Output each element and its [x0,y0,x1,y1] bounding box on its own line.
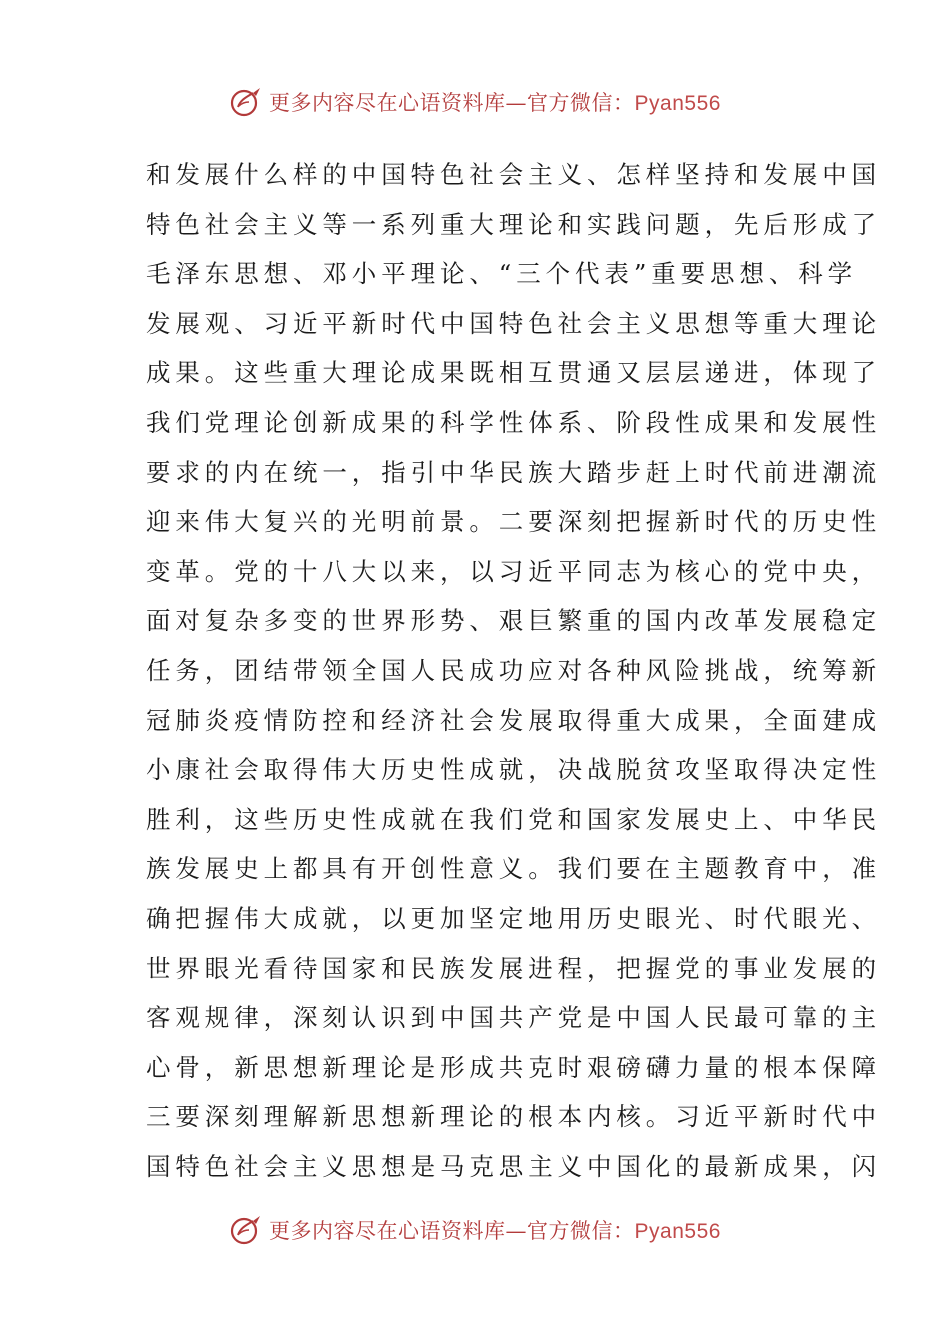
document-body [146,150,881,1191]
header-watermark-banner [0,82,950,122]
body-line: 特色社会主义等一系列重大理论和实践问题，先后形成了 [146,209,881,239]
body-line: 心骨，新思想新理论是形成共克时艰磅礴力量的根本保障 [146,1052,881,1082]
footer-watermark-banner [0,1210,950,1250]
body-line: 冠肺炎疫情防控和经济社会发展取得重大成果，全面建成 [146,705,881,735]
body-line: 面对复杂多变的世界形势、艰巨繁重的国内改革发展稳定 [146,606,881,636]
body-line: 客观规律，深刻认识到中国共产党是中国人民最可靠的主 [146,1003,881,1033]
body-line: 族发展史上都具有开创性意义。我们要在主题教育中，准 [146,854,881,884]
body-line: 迎来伟大复兴的光明前景。二要深刻把握新时代的历史性 [146,507,881,537]
body-line: 毛泽东思想、邓小平理论、“三个代表”重要思想、科学 [146,259,858,289]
body-line: 变革。党的十八大以来，以习近平同志为核心的党中央， [146,556,881,586]
body-line: 小康社会取得伟大历史性成就，决战脱贫攻坚取得决定性 [146,755,881,785]
header-banner-text: 更多内容尽在心语资料库—官方微信：Pyan556 [269,91,721,115]
body-line: 世界眼光看待国家和民族发展进程，把握党的事业发展的 [146,953,881,983]
body-line: 成果。这些重大理论成果既相互贯通又层层递进，体现了 [146,358,881,388]
body-line: 任务，团结带领全国人民成功应对各种风险挑战，统筹新 [146,655,881,685]
body-line: 三要深刻理解新思想新理论的根本内核。习近平新时代中 [146,1102,881,1132]
body-line: 国特色社会主义思想是马克思主义中国化的最新成果，闪 [146,1151,881,1181]
body-line: 我们党理论创新成果的科学性体系、阶段性成果和发展性 [146,407,881,437]
body-line: 和发展什么样的中国特色社会主义、怎样坚持和发展中国 [146,160,881,189]
pen-logo-icon [229,1213,263,1247]
body-line: 确把握伟大成就，以更加坚定地用历史眼光、时代眼光、 [146,903,881,933]
footer-banner-text: 更多内容尽在心语资料库—官方微信：Pyan556 [269,1219,721,1243]
body-line: 发展观、习近平新时代中国特色社会主义思想等重大理论 [146,308,881,338]
body-line: 胜利，这些历史性成就在我们党和国家发展史上、中华民 [146,804,881,834]
pen-logo-icon [229,85,263,119]
body-line: 要求的内在统一，指引中华民族大踏步赶上时代前进潮流 [146,457,881,487]
